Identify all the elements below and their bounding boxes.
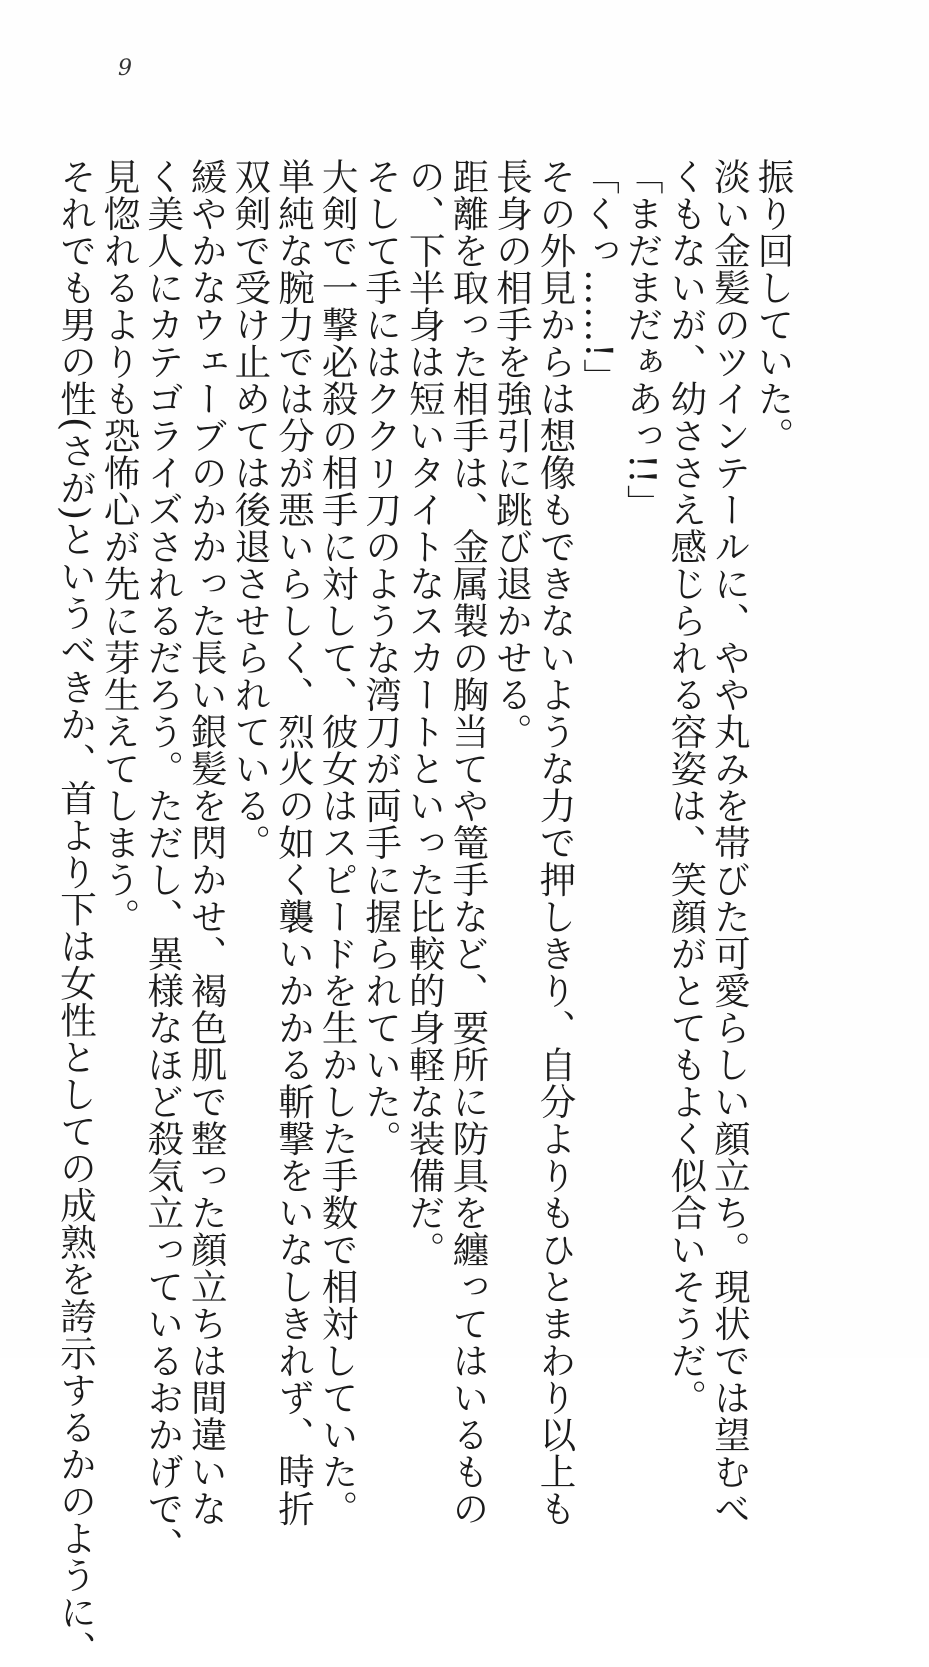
text-line: 見惚れるよりも恐怖心が先に芽生えてしまう。 xyxy=(98,158,142,935)
text-line: 双剣で受け止めては後退させられている。 xyxy=(228,158,272,861)
text-line: く美人にカテゴライズされるだろう。ただし、異様なほど殺気立っているおかげで、 xyxy=(141,158,185,1564)
text-line: 緩やかなウェーブのかかった長い銀髪を閃かせ、褐色肌で整った顔立ちは間違いな xyxy=(185,158,229,1527)
text-line: 振り回していた。 xyxy=(752,158,795,454)
vertical-text-body xyxy=(54,158,795,1667)
text-line: それでも男の性(さが)というべきか、首より下は女性としての成熟を誇示するかのように、 xyxy=(54,158,98,1667)
text-line: 「まだまだぁあっ!!」 xyxy=(621,158,665,522)
text-line: 長身の相手を強引に跳び退かせる。 xyxy=(490,158,534,750)
text-line: そして手にはククリ刀のような湾刀が両手に握られていた。 xyxy=(359,158,403,1157)
text-line: 淡い金髪のツインテールに、やや丸みを帯びた可愛らしい顔立ち。現状では望むべ xyxy=(708,158,752,1527)
text-line: 距離を取った相手は、金属製の胸当てや篭手など、要所に防具を纏ってはいるもの xyxy=(446,158,490,1527)
text-line: その外見からは想像もできないような力で押しきり、自分よりもひとまわり以上も xyxy=(534,158,578,1527)
text-line: の、下半身は短いタイトなスカートといった比較的身軽な装備だ。 xyxy=(403,158,447,1268)
page-number: 9 xyxy=(118,56,132,81)
text-line: 「くっ……!」 xyxy=(577,158,621,396)
text-line: 単純な腕力では分が悪いらしく、烈火の如く襲いかかる斬撃をいなしきれず、時折 xyxy=(272,158,316,1527)
text-line: 大剣で一撃必殺の相手に対して、彼女はスピードを生かした手数で相対していた。 xyxy=(316,158,360,1527)
text-line: くもないが、幼ささえ感じられる容姿は、笑顔がとてもよく似合いそうだ。 xyxy=(664,158,708,1416)
